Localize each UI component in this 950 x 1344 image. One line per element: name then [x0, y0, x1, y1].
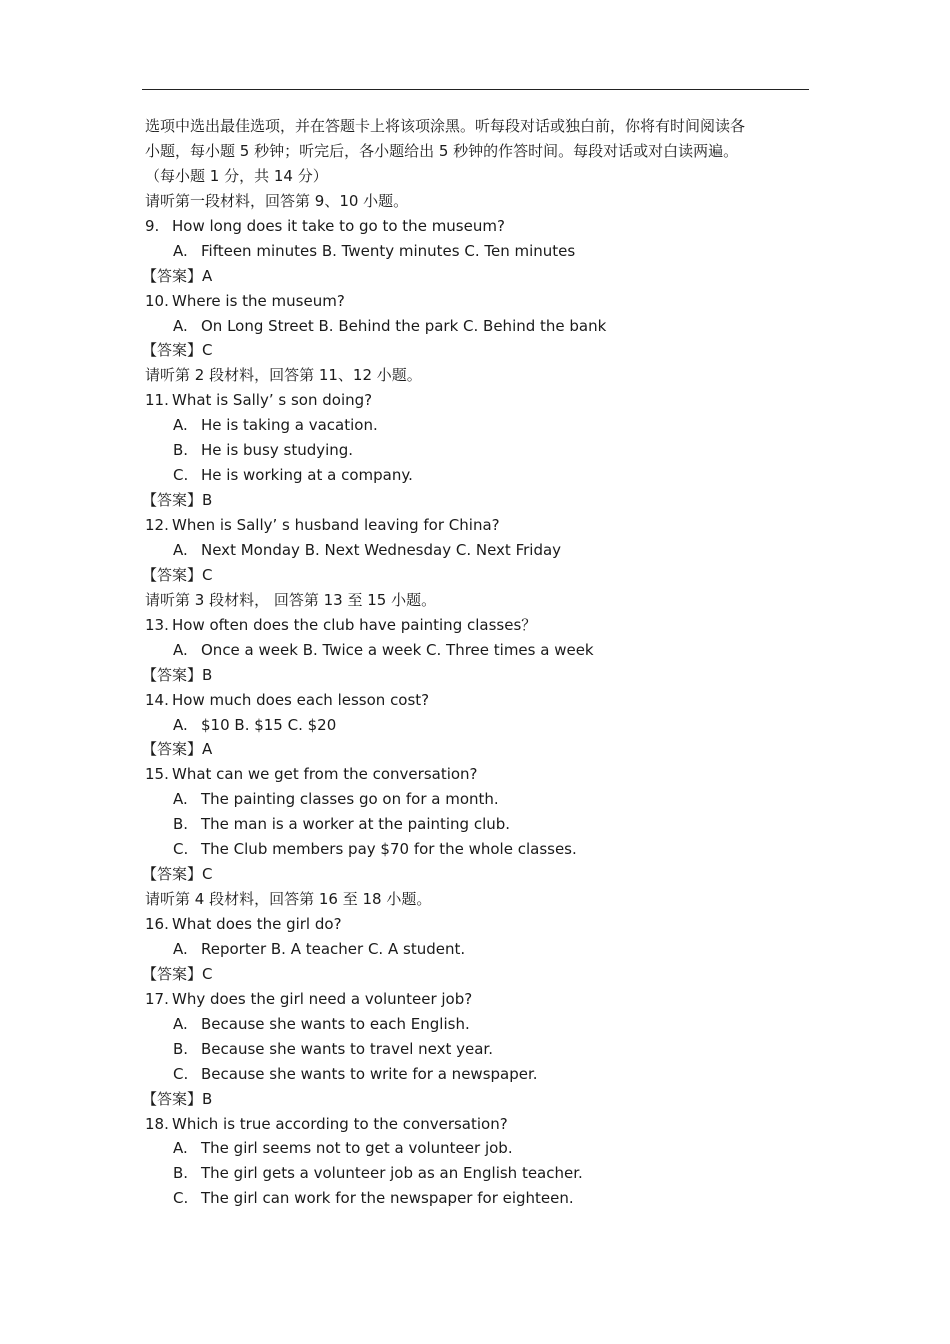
- answer-line: 【答案】A: [142, 266, 213, 285]
- option-text: Because she wants to each English.: [201, 1014, 470, 1033]
- option-text: $10 B. $15 C. $20: [201, 715, 337, 734]
- question-number: 10.: [145, 291, 169, 310]
- answer-option: [145, 438, 809, 463]
- question-item: [145, 987, 809, 1012]
- intro-line: 选项中选出最佳选项，并在答题卡上将该项涂黑。听每段对话或独白前，你将有时间阅读各: [145, 117, 746, 135]
- question-number: 15.: [145, 765, 169, 784]
- option-text: Because she wants to travel next year.: [201, 1039, 493, 1058]
- answer-option: [145, 837, 809, 862]
- option-label: A.: [173, 640, 188, 659]
- section-instruction: 请听第 3 段材料， 回答第 13 至 15 小题。: [145, 590, 437, 609]
- option-text: The girl can work for the newspaper for eighteen.: [201, 1189, 574, 1208]
- answer-option: [145, 713, 809, 738]
- answer-option: [145, 1186, 809, 1211]
- option-label: B.: [173, 1039, 189, 1058]
- answer-option: [145, 638, 809, 663]
- option-label: C.: [173, 466, 189, 485]
- question-item: [145, 289, 809, 314]
- question-number: 17.: [145, 989, 169, 1008]
- option-text: The girl seems not to get a volunteer job.: [201, 1139, 513, 1158]
- option-label: C.: [173, 1189, 189, 1208]
- question-number: 18.: [145, 1114, 169, 1133]
- section-instruction: 请听第 4 段材料，回答第 16 至 18 小题。: [145, 890, 432, 909]
- answer-option: [145, 937, 809, 962]
- question-item: [145, 513, 809, 538]
- question-number: 9.: [145, 216, 160, 235]
- option-text: Fifteen minutes B. Twenty minutes C. Ten minutes: [201, 241, 576, 260]
- question-item: [145, 388, 809, 413]
- question-text: What is Sally’ s son doing?: [172, 391, 373, 410]
- option-label: A.: [173, 715, 188, 734]
- option-label: A.: [173, 241, 188, 260]
- answer-option: [145, 812, 809, 837]
- option-label: A.: [173, 540, 188, 559]
- option-label: A.: [173, 1014, 188, 1033]
- answer-line: 【答案】B: [142, 665, 213, 684]
- answer-option: [145, 1012, 809, 1037]
- question-number: 16.: [145, 915, 169, 933]
- option-text: Next Monday B. Next Wednesday C. Next Friday: [201, 540, 562, 559]
- answer-line: 【答案】C: [142, 565, 213, 584]
- option-label: A.: [173, 1139, 188, 1158]
- header-rule: [142, 89, 809, 90]
- answer-option: [145, 463, 809, 488]
- question-text: How long does it take to go to the museum?: [172, 216, 505, 235]
- answer-option: [145, 538, 809, 563]
- question-text: Which is true according to the conversation?: [172, 1114, 508, 1133]
- question-number: 13.: [145, 615, 169, 634]
- option-label: C.: [173, 1064, 189, 1083]
- intro-line: （每小题 1 分，共 14 分）: [145, 166, 328, 185]
- answer-line: 【答案】C: [142, 341, 213, 360]
- answer-option: [145, 239, 809, 264]
- question-number: 12.: [145, 516, 169, 534]
- answer-option: [145, 787, 809, 812]
- option-label: A.: [173, 316, 188, 335]
- question-number: 14.: [145, 690, 169, 709]
- question-list: [142, 189, 809, 1211]
- answer-option: [145, 1037, 809, 1062]
- question-text: What does the girl do?: [172, 915, 342, 933]
- question-text: Where is the museum?: [172, 291, 345, 310]
- intro-line: 小题，每小题 5 秒钟；听完后，各小题给出 5 秒钟的作答时间。每段对话或对白读两遍。: [145, 141, 739, 160]
- option-label: C.: [173, 840, 189, 859]
- option-text: The painting classes go on for a month.: [201, 790, 499, 809]
- answer-option: [145, 1161, 809, 1186]
- section-instruction: 请听第 2 段材料，回答第 11、12 小题。: [145, 366, 422, 385]
- answer-line: 【答案】C: [142, 865, 213, 884]
- answer-line: 【答案】B: [142, 1089, 213, 1108]
- option-label: A.: [173, 790, 188, 809]
- option-label: A.: [173, 416, 188, 435]
- question-text: What can we get from the conversation?: [172, 765, 478, 784]
- document-body: [142, 114, 809, 1211]
- question-item: [145, 912, 809, 937]
- option-text: Because she wants to write for a newspaper.: [201, 1064, 538, 1083]
- question-item: [145, 613, 809, 638]
- question-text: When is Sally’ s husband leaving for China?: [172, 516, 500, 534]
- option-text: He is working at a company.: [201, 466, 413, 485]
- question-item: [145, 688, 809, 713]
- option-text: He is taking a vacation.: [201, 416, 378, 435]
- question-item: [145, 762, 809, 787]
- question-number: 11.: [145, 391, 169, 410]
- answer-line: 【答案】B: [142, 491, 213, 510]
- option-text: The Club members pay $70 for the whole classes.: [201, 840, 577, 859]
- answer-line: 【答案】C: [142, 964, 213, 983]
- question-item: [145, 214, 809, 239]
- option-label: B.: [173, 441, 189, 460]
- answer-option: [145, 1136, 809, 1161]
- answer-line: 【答案】A: [142, 740, 213, 759]
- option-text: Once a week B. Twice a week C. Three times a week: [201, 640, 594, 659]
- question-item: [145, 1112, 809, 1137]
- option-text: The man is a worker at the painting club.: [201, 815, 511, 834]
- answer-option: [145, 413, 809, 438]
- question-text: How much does each lesson cost?: [172, 690, 430, 709]
- option-label: B.: [173, 1164, 189, 1183]
- option-text: On Long Street B. Behind the park C. Behind the bank: [201, 316, 607, 335]
- option-label: B.: [173, 815, 189, 834]
- option-text: Reporter B. A teacher C. A student.: [201, 939, 466, 958]
- section-instruction: 请听第一段材料，回答第 9、10 小题。: [145, 191, 409, 210]
- option-text: The girl gets a volunteer job as an English teacher.: [201, 1164, 583, 1183]
- answer-option: [145, 1062, 809, 1087]
- question-text: Why does the girl need a volunteer job?: [172, 989, 473, 1008]
- answer-option: [145, 314, 809, 339]
- option-label: A.: [173, 939, 188, 958]
- question-text: How often does the club have painting classes？: [172, 615, 537, 634]
- option-text: He is busy studying.: [201, 441, 354, 460]
